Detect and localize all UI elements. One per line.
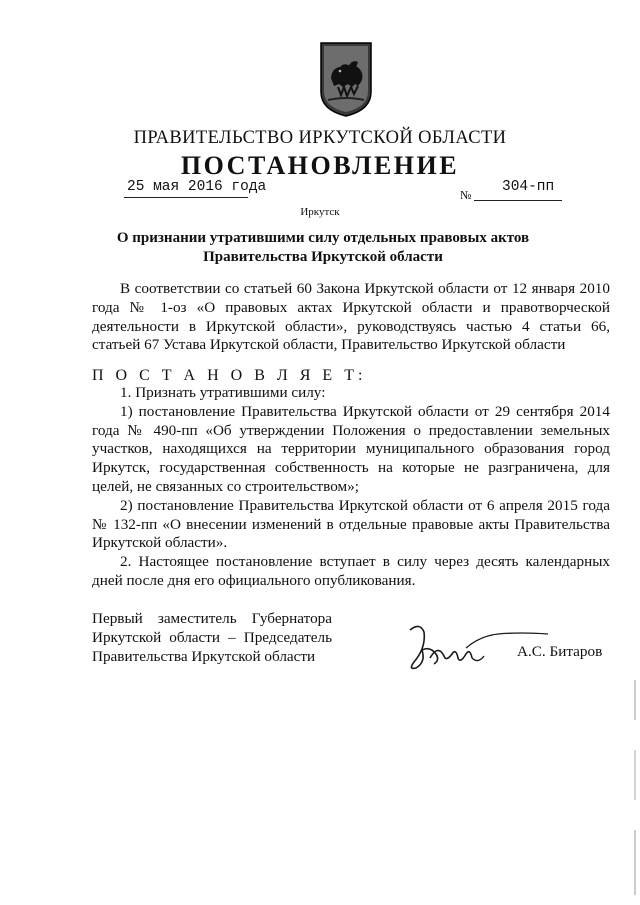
preamble-text: В соответствии со статьей 60 Закона Иркутской области от 12 января 2010 года № 1-оз «О правовых актах Иркутской области и правотворческой деятельности в Иркутской области», руководствуясь частью 4 статьи 66, статьей 67 Устава Иркутской области, Правительство Иркутской области	[92, 280, 610, 354]
document-number: 304-пп	[502, 179, 555, 195]
heading-line-2: Правительства Иркутской области	[203, 249, 443, 265]
item-2: 2. Настоящее постановление вступает в силу через десять календарных дней после дня его официального опубликования.	[92, 553, 610, 589]
number-sign: №	[460, 188, 472, 202]
signatory-line-2: Иркутской области – Председатель	[92, 629, 332, 646]
coat-of-arms-icon	[318, 40, 374, 118]
signatory-line-1: Первый заместитель Губернатора	[92, 610, 332, 627]
item-1-intro: 1. Признать утратившими силу:	[120, 384, 326, 401]
decree-word: П О С Т А Н О В Л Я Е Т:	[92, 367, 367, 384]
document-date: 25 мая 2016 года	[127, 179, 267, 195]
document-type: ПОСТАНОВЛЕНИЕ	[180, 151, 460, 180]
signatory-position	[92, 609, 332, 666]
government-title: ПРАВИТЕЛЬСТВО ИРКУТСКОЙ ОБЛАСТИ	[133, 128, 507, 148]
scan-edge-marks	[632, 680, 638, 900]
signatory-line-3: Правительства Иркутской области	[92, 648, 316, 665]
number-underline	[474, 200, 562, 201]
decree-items	[92, 384, 610, 591]
document-heading	[90, 229, 556, 267]
date-underline	[124, 197, 248, 198]
issue-city: Иркутск	[300, 206, 340, 218]
heading-line-1: О признании утратившими силу отдельных правовых актов	[116, 230, 530, 246]
item-1-1: 1) постановление Правительства Иркутской области от 29 сентября 2014 года № 490-пп «Об утверждении Положения о предоставлении земельных участков, находящихся на территории муниципального образования город Иркутск, государственная собственность на которые не разграничена, для целей, не связанных со строительством»;	[92, 402, 610, 495]
signatory-name: А.С. Битаров	[517, 643, 603, 660]
preamble-paragraph	[92, 280, 610, 355]
item-1-2: 2) постановление Правительства Иркутской области от 6 апреля 2015 года № 132-пп «О внесении изменений в отдельные правовые акты Правительства Иркутской области».	[92, 496, 610, 552]
